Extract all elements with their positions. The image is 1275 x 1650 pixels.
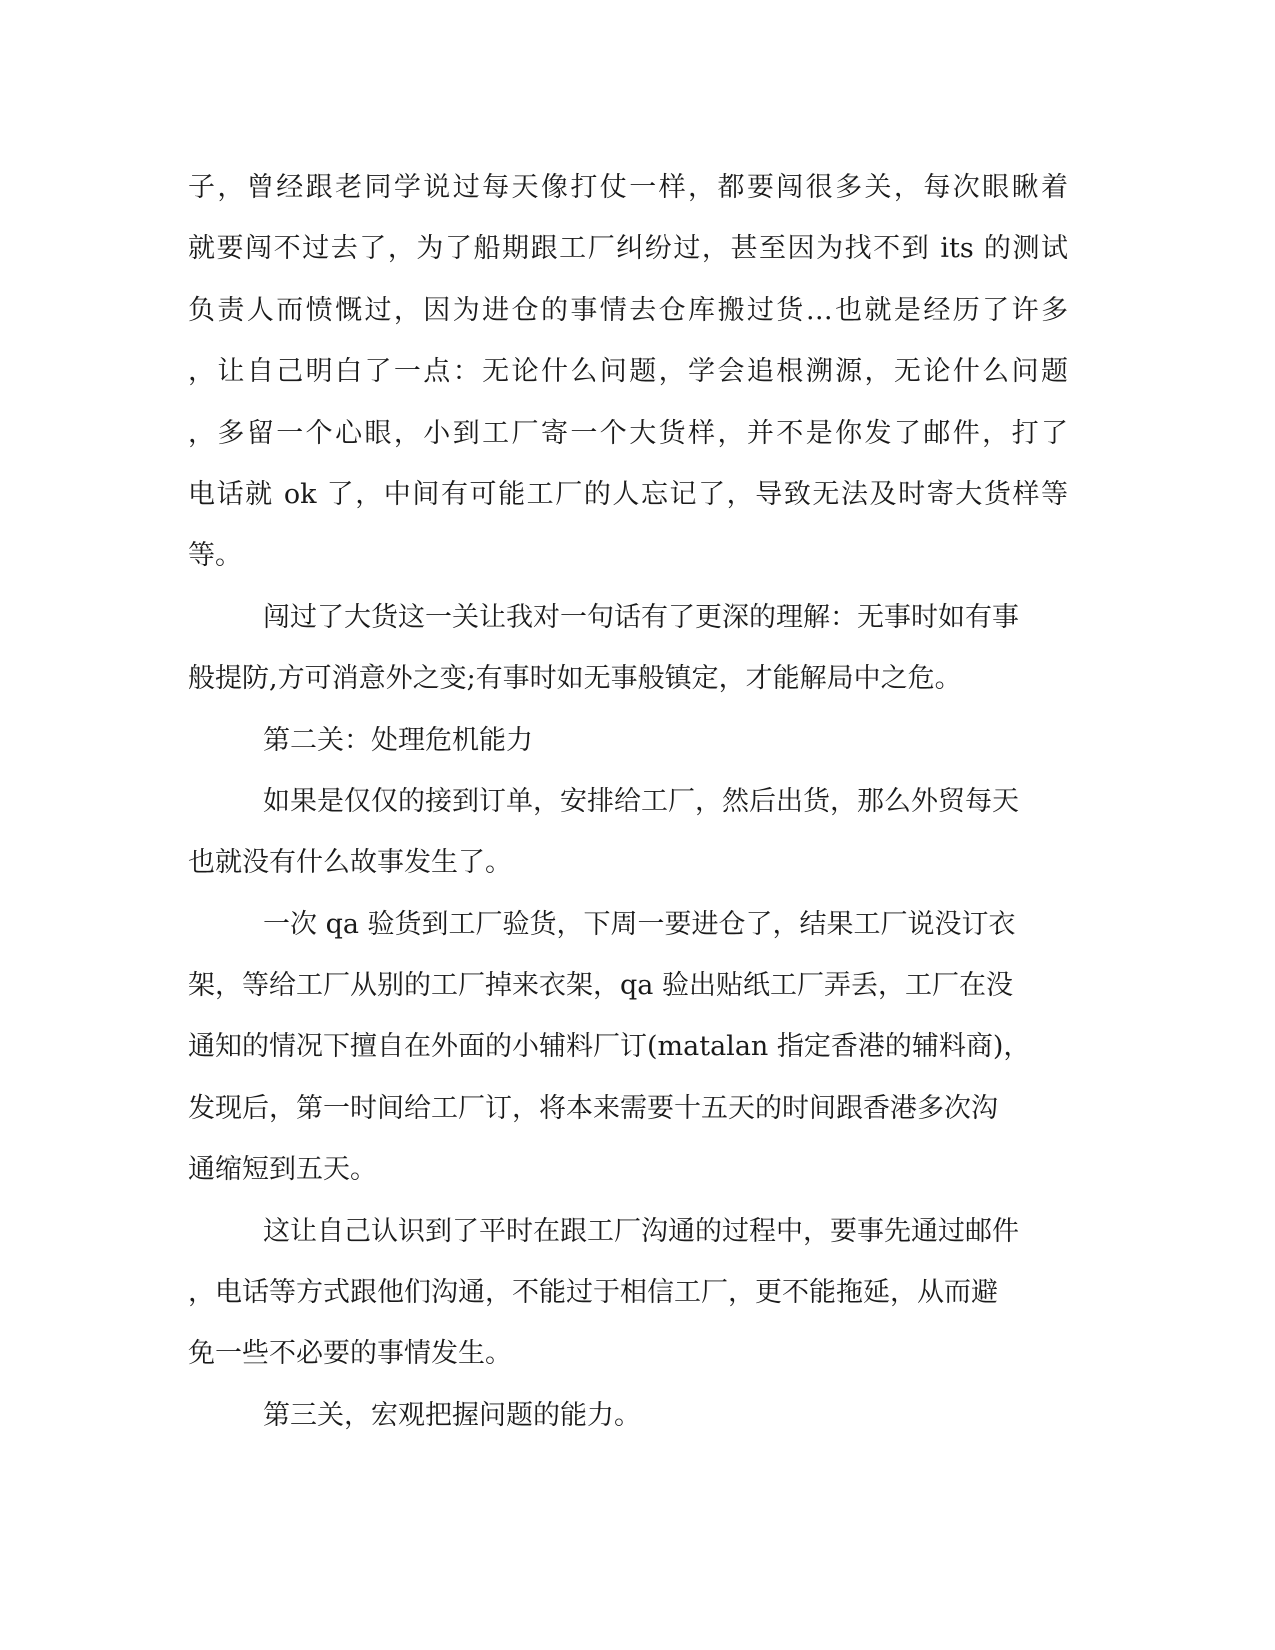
text-line: 也就没有什么故事发生了。 (188, 847, 512, 879)
paragraph-start: 一次 qa 验货到工厂验货，下周一要进仓了，结果工厂说没订衣 (263, 908, 1016, 940)
text-line: 通缩短到五天。 (188, 1154, 377, 1186)
text-line: 负责人而愤慨过，因为进仓的事情去仓库搬过货…也就是经历了许多 (188, 294, 1068, 326)
document-body (188, 157, 1088, 1446)
text-line: ，电话等方式跟他们沟通，不能过于相信工厂，更不能拖延，从而避 (188, 1277, 998, 1309)
paragraph-start: 这让自己认识到了平时在跟工厂沟通的过程中，要事先通过邮件 (263, 1215, 1019, 1247)
text-line: 子，曾经跟老同学说过每天像打仗一样，都要闯很多关，每次眼瞅着 (188, 172, 1068, 203)
paragraph-start: 闯过了大货这一关让我对一句话有了更深的理解：无事时如有事 (263, 601, 1019, 633)
text-line: 般提防,方可消意外之变;有事时如无事般镇定，才能解局中之危。 (188, 663, 962, 695)
section-heading: 第三关，宏观把握问题的能力。 (263, 1399, 641, 1431)
text-line: ，多留一个心眼，小到工厂寄一个大货样，并不是你发了邮件，打了 (188, 417, 1068, 449)
text-line: 就要闯不过去了，为了船期跟工厂纠纷过，甚至因为找不到 its 的测试 (188, 233, 1068, 265)
section-heading: 第二关：处理危机能力 (263, 724, 533, 756)
text-line: 免一些不必要的事情发生。 (188, 1338, 512, 1370)
text-line: 通知的情况下擅自在外面的小辅料厂订(matalan 指定香港的辅料商)， (188, 1031, 1031, 1063)
text-line: 等。 (188, 540, 242, 572)
text-line: 架，等给工厂从别的工厂掉来衣架，qa 验出贴纸工厂弄丢，工厂在没 (188, 970, 1013, 1002)
text-line: ，让自己明白了一点：无论什么问题，学会追根溯源，无论什么问题 (188, 356, 1068, 388)
paragraph-start: 如果是仅仅的接到订单，安排给工厂，然后出货，那么外贸每天 (263, 785, 1019, 817)
text-line: 电话就 ok 了，中间有可能工厂的人忘记了，导致无法及时寄大货样等 (188, 478, 1068, 510)
text-line: 发现后，第一时间给工厂订，将本来需要十五天的时间跟香港多次沟 (188, 1092, 998, 1124)
